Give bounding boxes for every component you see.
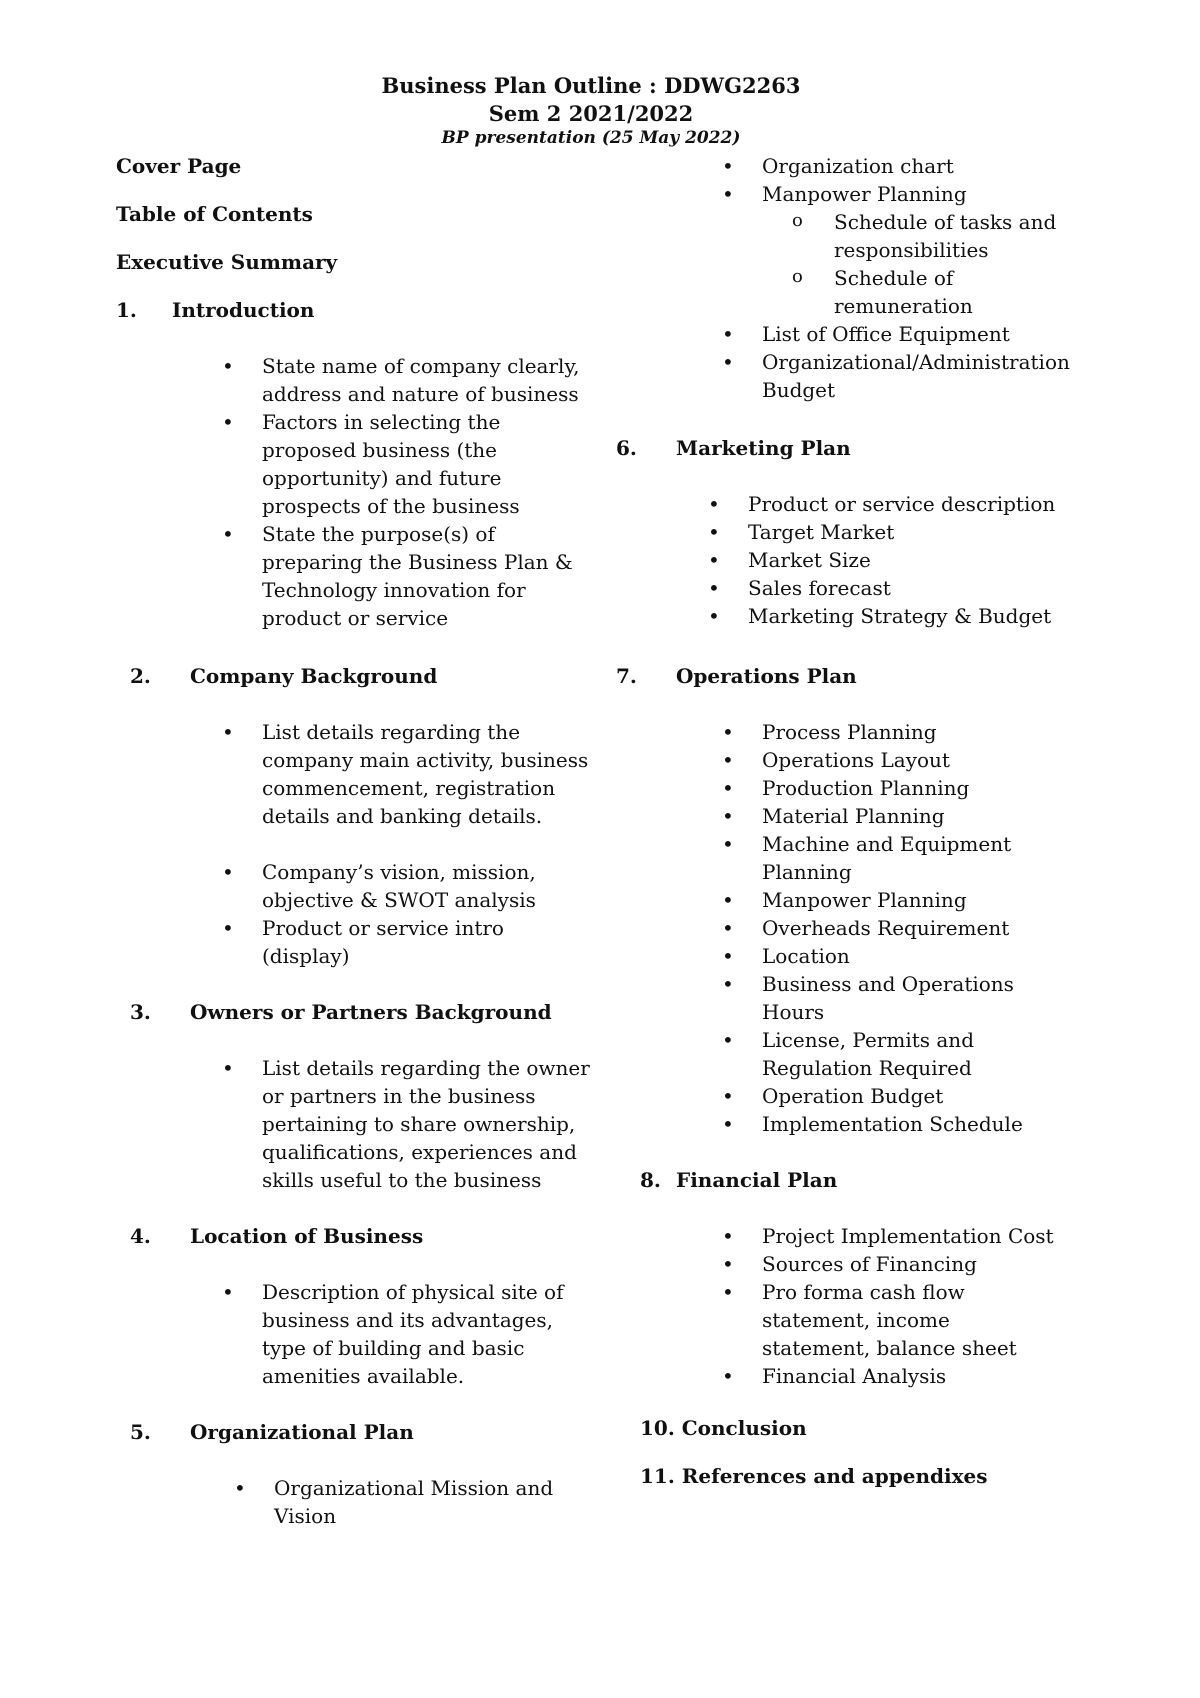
bullet-icon: • bbox=[708, 576, 720, 600]
list-item: State name of company clearly, address and nature of business bbox=[262, 354, 580, 406]
bullet-icon: • bbox=[722, 1112, 734, 1136]
bullet-icon: • bbox=[234, 1476, 246, 1500]
list-item: Operation Budget bbox=[762, 1084, 944, 1108]
list-item: Market Size bbox=[748, 548, 871, 572]
bullet-icon: • bbox=[222, 1056, 234, 1080]
bullet-icon: • bbox=[222, 860, 234, 884]
bullet-icon: • bbox=[722, 154, 734, 178]
section-number: 4. bbox=[130, 1224, 151, 1248]
circle-bullet-icon: o bbox=[792, 266, 803, 287]
bullet-icon: • bbox=[722, 182, 734, 206]
bullet-icon: • bbox=[722, 888, 734, 912]
list-item: Manpower Planning bbox=[762, 182, 967, 206]
bullet-icon: • bbox=[722, 972, 734, 996]
list-item: Location bbox=[762, 944, 850, 968]
list-item: List details regarding the company main activity, business commencement, registration details and banking details. bbox=[262, 720, 589, 828]
bullet-icon: • bbox=[222, 916, 234, 940]
bullet-icon: • bbox=[722, 1252, 734, 1276]
list-item: Company’s vision, mission, objective & SWOT analysis bbox=[262, 860, 536, 912]
list-item: Product or service intro (display) bbox=[262, 916, 504, 968]
bullet-icon: • bbox=[722, 322, 734, 346]
executive-summary-heading: Executive Summary bbox=[116, 250, 338, 274]
list-item: Business and Operations Hours bbox=[762, 972, 1014, 1024]
list-item: Project Implementation Cost bbox=[762, 1224, 1054, 1248]
references-heading: 11. References and appendixes bbox=[640, 1464, 988, 1488]
bullet-icon: • bbox=[722, 720, 734, 744]
bullet-icon: • bbox=[722, 804, 734, 828]
section-number: 1. bbox=[116, 298, 137, 322]
list-item: Factors in selecting the proposed business (the opportunity) and future prospects of the business bbox=[262, 410, 520, 518]
semester-label: Sem 2 2021/2022 bbox=[488, 101, 694, 126]
list-item: Organizational Mission and Vision bbox=[274, 1476, 554, 1528]
bullet-icon: • bbox=[722, 748, 734, 772]
bullet-icon: • bbox=[708, 520, 720, 544]
sub-list-item: Schedule of remuneration bbox=[834, 266, 973, 318]
list-item: State the purpose(s) of preparing the Business Plan & Technology innovation for product or service bbox=[262, 522, 573, 630]
bullet-icon: • bbox=[722, 776, 734, 800]
section-number: 3. bbox=[130, 1000, 151, 1024]
cover-page-heading: Cover Page bbox=[116, 154, 242, 178]
section-title-introduction: Introduction bbox=[172, 298, 315, 322]
section-title-organizational-plan: Organizational Plan bbox=[190, 1420, 414, 1444]
list-item: Organizational/Administration Budget bbox=[762, 350, 1070, 402]
bullet-icon: • bbox=[222, 1280, 234, 1304]
list-item: Implementation Schedule bbox=[762, 1112, 1023, 1136]
section-number: 5. bbox=[130, 1420, 151, 1444]
list-item: License, Permits and Regulation Required bbox=[762, 1028, 974, 1080]
list-item: Financial Analysis bbox=[762, 1364, 947, 1388]
section-number: 8. bbox=[640, 1168, 661, 1192]
bullet-icon: • bbox=[222, 720, 234, 744]
section-title-company-background: Company Background bbox=[190, 664, 438, 688]
bullet-icon: • bbox=[722, 944, 734, 968]
section-title-financial-plan: Financial Plan bbox=[676, 1168, 838, 1192]
section-number: 7. bbox=[616, 664, 637, 688]
list-item: Operations Layout bbox=[762, 748, 950, 772]
list-item: Machine and Equipment Planning bbox=[762, 832, 1012, 884]
bullet-icon: • bbox=[708, 548, 720, 572]
circle-bullet-icon: o bbox=[792, 210, 803, 231]
bullet-icon: • bbox=[722, 1364, 734, 1388]
bullet-icon: • bbox=[722, 916, 734, 940]
bullet-icon: • bbox=[722, 1028, 734, 1052]
list-item: Product or service description bbox=[748, 492, 1056, 516]
list-item: Sources of Financing bbox=[762, 1252, 977, 1276]
section-title-operations-plan: Operations Plan bbox=[676, 664, 857, 688]
list-item: Sales forecast bbox=[748, 576, 891, 600]
bullet-icon: • bbox=[222, 410, 234, 434]
list-item: Process Planning bbox=[762, 720, 937, 744]
bullet-icon: • bbox=[722, 832, 734, 856]
section-title-marketing-plan: Marketing Plan bbox=[676, 436, 851, 460]
list-item: Material Planning bbox=[762, 804, 945, 828]
conclusion-heading: 10. Conclusion bbox=[640, 1416, 807, 1440]
list-item: Target Market bbox=[748, 520, 895, 544]
list-item: Overheads Requirement bbox=[762, 916, 1010, 940]
bullet-icon: • bbox=[722, 1224, 734, 1248]
list-item: List details regarding the owner or partners in the business pertaining to share ownership, qualifications, experiences and skills useful to the business bbox=[262, 1056, 590, 1192]
bullet-icon: • bbox=[722, 1084, 734, 1108]
section-title-owners-background: Owners or Partners Background bbox=[190, 1000, 552, 1024]
list-item: List of Office Equipment bbox=[762, 322, 1010, 346]
table-of-contents-heading: Table of Contents bbox=[116, 202, 313, 226]
bullet-icon: • bbox=[708, 604, 720, 628]
list-item: Production Planning bbox=[762, 776, 970, 800]
bullet-icon: • bbox=[708, 492, 720, 516]
section-number: 2. bbox=[130, 664, 151, 688]
bullet-icon: • bbox=[722, 350, 734, 374]
list-item: Pro forma cash flow statement, income statement, balance sheet bbox=[762, 1280, 1017, 1360]
document-title: Business Plan Outline : DDWG2263 bbox=[381, 73, 801, 98]
section-number: 6. bbox=[616, 436, 637, 460]
bullet-icon: • bbox=[222, 522, 234, 546]
list-item: Marketing Strategy & Budget bbox=[748, 604, 1052, 628]
bullet-icon: • bbox=[222, 354, 234, 378]
bullet-icon: • bbox=[722, 1280, 734, 1304]
presentation-date: BP presentation (25 May 2022) bbox=[441, 128, 741, 148]
section-title-location: Location of Business bbox=[190, 1224, 424, 1248]
sub-list-item: Schedule of tasks and responsibilities bbox=[834, 210, 1057, 262]
list-item: Manpower Planning bbox=[762, 888, 967, 912]
list-item: Description of physical site of business and its advantages, type of building and basic amenities available. bbox=[262, 1280, 564, 1388]
list-item: Organization chart bbox=[762, 154, 954, 178]
